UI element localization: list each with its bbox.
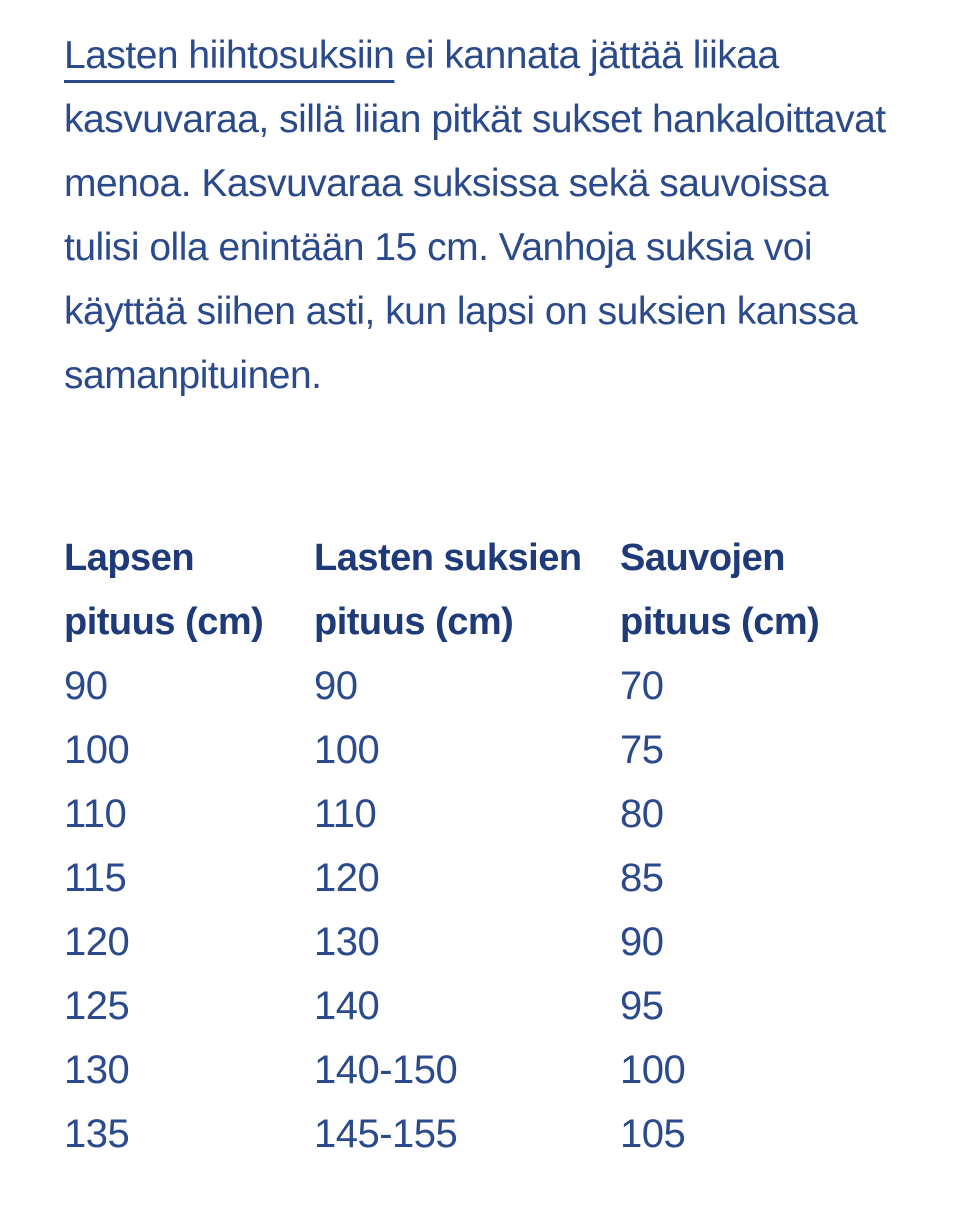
column-header-line: Sauvojen [620, 537, 785, 579]
table-cell: 120 [64, 920, 130, 964]
column-header-line: pituus (cm) [64, 601, 264, 643]
table-cell: 130 [64, 1048, 130, 1092]
intro-paragraph-text: ei kannata jättää liikaa kasvuvaraa, sillä liian pitkät sukset hankaloittavat menoa. Kasvuvaraa suksissa sekä sauvoissa tulisi olla enintään 15 cm. Vanhoja suksia voi käyttää siihen asti, kun lapsi on suksien kanssa samanpituinen. [64, 34, 886, 397]
table-cell: 90 [64, 664, 108, 708]
column-header-ski-length [314, 526, 620, 654]
table-cell: 125 [64, 984, 130, 1028]
table-cell: 110 [314, 792, 377, 836]
table-cell: 90 [314, 664, 358, 708]
table-cell: 100 [620, 1048, 686, 1092]
table-cell: 105 [620, 1112, 686, 1156]
table-cell: 145-155 [314, 1112, 458, 1156]
table-cell: 85 [620, 856, 664, 900]
table-cell: 80 [620, 792, 664, 836]
table-cell: 130 [314, 920, 380, 964]
table-cell: 75 [620, 728, 664, 772]
table-cell: 120 [314, 856, 380, 900]
column-header-child-height [64, 526, 314, 654]
table-cell: 70 [620, 664, 664, 708]
table-cell: 95 [620, 984, 664, 1028]
lasten-hiihtosuksiin-link[interactable]: Lasten hiihtosuksiin [64, 34, 395, 77]
column-header-line: pituus (cm) [314, 601, 514, 643]
table-cell: 90 [620, 920, 664, 964]
table-cell: 140-150 [314, 1048, 458, 1092]
column-header-line: pituus (cm) [620, 601, 820, 643]
table-cell: 140 [314, 984, 380, 1028]
table-cell: 115 [64, 856, 127, 900]
ski-size-table [64, 526, 896, 1166]
intro-paragraph [64, 24, 896, 408]
table-cell: 110 [64, 792, 127, 836]
table-cell: 100 [64, 728, 130, 772]
column-header-line: Lasten suksien [314, 537, 582, 579]
table-cell: 100 [314, 728, 380, 772]
column-header-line: Lapsen [64, 537, 195, 579]
table-cell: 135 [64, 1112, 130, 1156]
column-header-pole-length [620, 526, 896, 654]
